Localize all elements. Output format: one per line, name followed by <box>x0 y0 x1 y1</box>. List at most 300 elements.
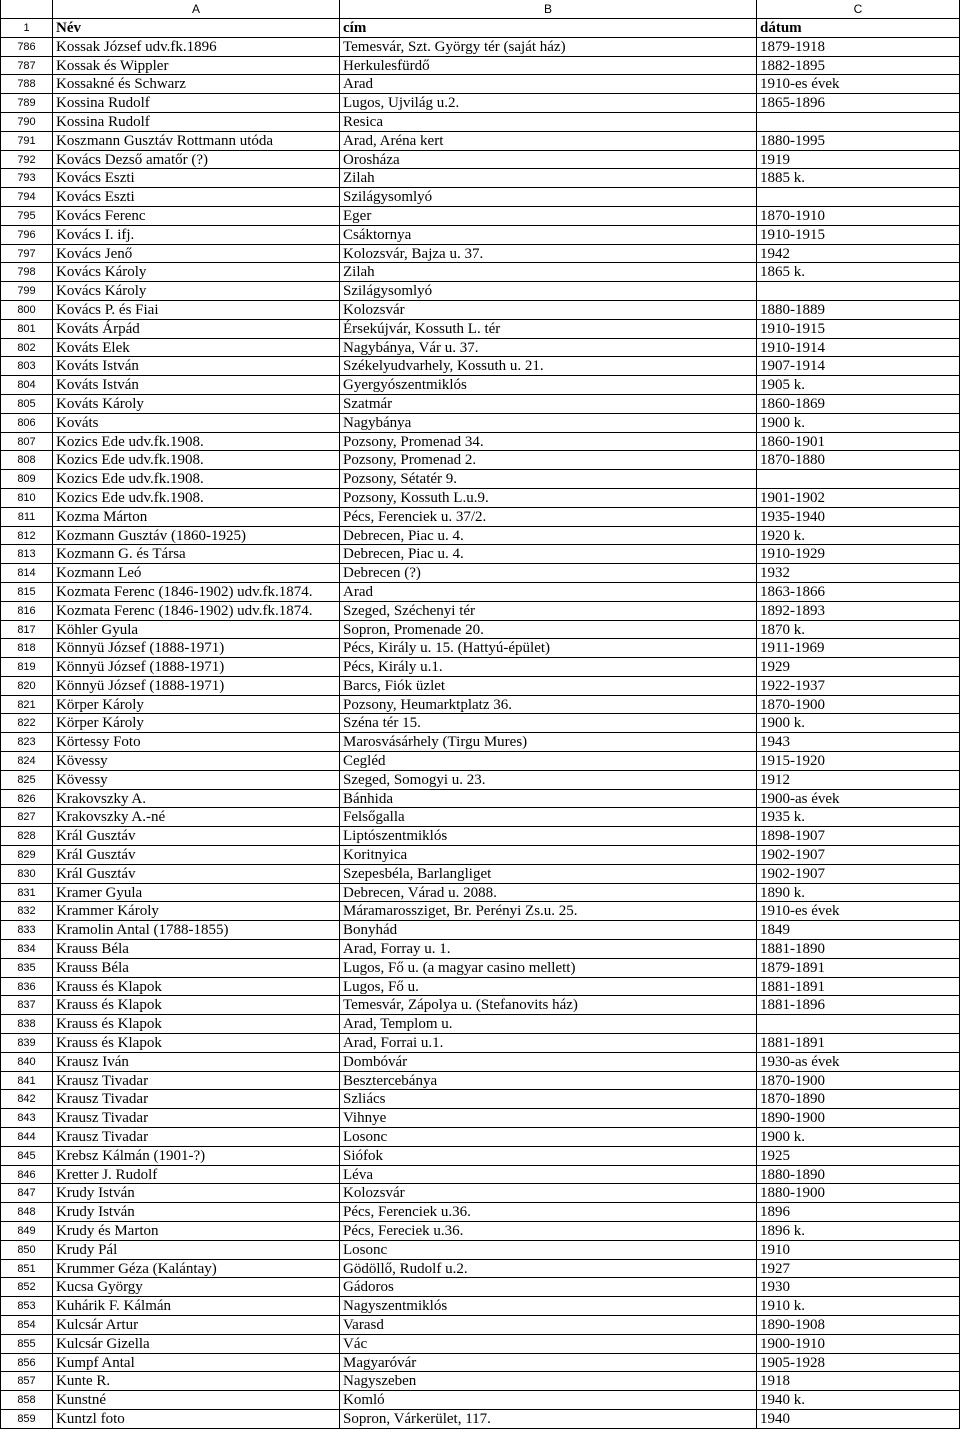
cell-cim[interactable]: Arad, Forrai u.1. <box>340 1034 757 1053</box>
cell-cim[interactable]: Siófok <box>340 1147 757 1166</box>
cell-datum[interactable]: 1918 <box>757 1372 960 1391</box>
row-number-header[interactable]: 795 <box>0 207 53 226</box>
cell-cim[interactable]: Felsőgalla <box>340 808 757 827</box>
cell-datum[interactable]: 1870-1890 <box>757 1090 960 1109</box>
cell-cim[interactable]: Nagyszentmiklós <box>340 1297 757 1316</box>
cell-cim[interactable]: Pécs, Ferenciek u. 37/2. <box>340 508 757 527</box>
row-number-header[interactable]: 855 <box>0 1335 53 1354</box>
cell-cim[interactable]: Kolozsvár <box>340 1184 757 1203</box>
cell-cim[interactable]: Debrecen, Várad u. 2088. <box>340 884 757 903</box>
cell-datum[interactable]: 1849 <box>757 921 960 940</box>
cell-datum[interactable]: 1911-1969 <box>757 639 960 658</box>
cell-cim[interactable]: Nagybánya, Vár u. 37. <box>340 339 757 358</box>
cell-cim[interactable]: Pozsony, Heumarktplatz 36. <box>340 696 757 715</box>
cell-cim[interactable]: Zilah <box>340 169 757 188</box>
cell-nev[interactable]: Kovács Eszti <box>53 169 340 188</box>
cell-cim[interactable]: Arad, Aréna kert <box>340 132 757 151</box>
cell-nev[interactable]: Kozics Ede udv.fk.1908. <box>53 433 340 452</box>
row-number-header[interactable]: 837 <box>0 996 53 1015</box>
row-number-header[interactable]: 848 <box>0 1203 53 1222</box>
cell-datum[interactable]: 1905-1928 <box>757 1354 960 1373</box>
cell-nev[interactable]: Krausz Tivadar <box>53 1109 340 1128</box>
cell-nev[interactable]: Koszmann Gusztáv Rottmann utóda <box>53 132 340 151</box>
cell-nev[interactable]: Král Gusztáv <box>53 827 340 846</box>
cell-datum[interactable]: 1902-1907 <box>757 865 960 884</box>
cell-nev[interactable]: Kovács P. és Fiai <box>53 301 340 320</box>
cell-datum[interactable]: 1900 k. <box>757 414 960 433</box>
cell-datum[interactable]: 1932 <box>757 564 960 583</box>
cell-cim[interactable]: Pozsony, Promenad 34. <box>340 433 757 452</box>
cell-datum[interactable]: 1910-1929 <box>757 545 960 564</box>
cell-nev[interactable]: Kuhárik F. Kálmán <box>53 1297 340 1316</box>
cell-cim[interactable]: Érsekújvár, Kossuth L. tér <box>340 320 757 339</box>
cell-datum[interactable]: 1910-es évek <box>757 75 960 94</box>
cell-datum[interactable]: 1870-1900 <box>757 696 960 715</box>
cell-nev[interactable]: Kramer Gyula <box>53 884 340 903</box>
cell-cim[interactable]: Lugos, Fő u. <box>340 978 757 997</box>
cell-nev[interactable]: Kovács Dezső amatőr (?) <box>53 151 340 170</box>
row-number-header[interactable]: 824 <box>0 752 53 771</box>
cell-datum[interactable]: 1910-1914 <box>757 339 960 358</box>
cell-cim[interactable]: Vác <box>340 1335 757 1354</box>
cell-datum[interactable]: 1919 <box>757 151 960 170</box>
row-number-header[interactable]: 851 <box>0 1260 53 1279</box>
cell-nev[interactable]: Körper Károly <box>53 714 340 733</box>
cell-datum[interactable]: 1863-1866 <box>757 583 960 602</box>
cell-datum[interactable]: 1915-1920 <box>757 752 960 771</box>
row-number-header[interactable]: 847 <box>0 1184 53 1203</box>
cell-datum[interactable] <box>757 470 960 489</box>
cell-datum[interactable]: 1870-1910 <box>757 207 960 226</box>
row-number-header[interactable]: 796 <box>0 226 53 245</box>
row-number-header[interactable]: 791 <box>0 132 53 151</box>
row-number-header[interactable]: 810 <box>0 489 53 508</box>
cell-cim[interactable]: Liptószentmiklós <box>340 827 757 846</box>
row-number-header[interactable]: 809 <box>0 470 53 489</box>
cell-cim[interactable]: Debrecen, Piac u. 4. <box>340 527 757 546</box>
cell-cim[interactable]: Nagyszeben <box>340 1372 757 1391</box>
cell-cim[interactable]: Széna tér 15. <box>340 714 757 733</box>
row-number-header[interactable]: 799 <box>0 282 53 301</box>
cell-nev[interactable]: Kossina Rudolf <box>53 113 340 132</box>
row-number-header[interactable]: 840 <box>0 1053 53 1072</box>
cell-datum[interactable]: 1865-1896 <box>757 94 960 113</box>
cell-cim[interactable]: Arad <box>340 75 757 94</box>
header-cell-datum[interactable]: dátum <box>757 19 960 38</box>
row-number-header[interactable]: 1 <box>0 19 53 38</box>
cell-datum[interactable]: 1860-1901 <box>757 433 960 452</box>
cell-nev[interactable]: Kövessy <box>53 752 340 771</box>
cell-cim[interactable]: Szeged, Széchenyi tér <box>340 602 757 621</box>
cell-datum[interactable]: 1879-1918 <box>757 38 960 57</box>
cell-nev[interactable]: Kozics Ede udv.fk.1908. <box>53 489 340 508</box>
cell-nev[interactable]: Kramolin Antal (1788-1855) <box>53 921 340 940</box>
cell-nev[interactable]: Kretter J. Rudolf <box>53 1166 340 1185</box>
cell-datum[interactable]: 1885 k. <box>757 169 960 188</box>
cell-datum[interactable] <box>757 282 960 301</box>
cell-datum[interactable]: 1879-1891 <box>757 959 960 978</box>
cell-cim[interactable]: Szilágysomlyó <box>340 282 757 301</box>
cell-nev[interactable]: Kovács I. ifj. <box>53 226 340 245</box>
cell-datum[interactable]: 1900 k. <box>757 1128 960 1147</box>
cell-cim[interactable]: Temesvár, Zápolya u. (Stefanovits ház) <box>340 996 757 1015</box>
cell-datum[interactable]: 1940 k. <box>757 1391 960 1410</box>
cell-cim[interactable]: Debrecen, Piac u. 4. <box>340 545 757 564</box>
cell-datum[interactable]: 1910 <box>757 1241 960 1260</box>
cell-datum[interactable]: 1900-1910 <box>757 1335 960 1354</box>
cell-datum[interactable]: 1880-1890 <box>757 1166 960 1185</box>
cell-nev[interactable]: Kováts <box>53 414 340 433</box>
cell-nev[interactable]: Krauss és Klapok <box>53 996 340 1015</box>
cell-cim[interactable]: Arad, Templom u. <box>340 1015 757 1034</box>
row-number-header[interactable]: 846 <box>0 1166 53 1185</box>
cell-nev[interactable]: Kozma Márton <box>53 508 340 527</box>
cell-nev[interactable]: Krausz Tivadar <box>53 1090 340 1109</box>
cell-cim[interactable]: Pozsony, Promenad 2. <box>340 451 757 470</box>
cell-nev[interactable]: Kováts Károly <box>53 395 340 414</box>
column-header-a[interactable]: A <box>53 0 340 19</box>
cell-cim[interactable]: Sopron, Várkerület, 117. <box>340 1410 757 1429</box>
row-number-header[interactable]: 844 <box>0 1128 53 1147</box>
row-number-header[interactable]: 836 <box>0 978 53 997</box>
cell-nev[interactable]: Krauss Béla <box>53 959 340 978</box>
row-number-header[interactable]: 804 <box>0 376 53 395</box>
cell-datum[interactable]: 1900 k. <box>757 714 960 733</box>
cell-datum[interactable] <box>757 188 960 207</box>
row-number-header[interactable]: 834 <box>0 940 53 959</box>
cell-cim[interactable]: Pozsony, Sétatér 9. <box>340 470 757 489</box>
cell-nev[interactable]: Köhler Gyula <box>53 621 340 640</box>
cell-cim[interactable]: Magyaróvár <box>340 1354 757 1373</box>
cell-datum[interactable]: 1910-1915 <box>757 226 960 245</box>
cell-nev[interactable]: Körper Károly <box>53 696 340 715</box>
row-number-header[interactable]: 800 <box>0 301 53 320</box>
cell-datum[interactable]: 1935-1940 <box>757 508 960 527</box>
cell-cim[interactable]: Szepesbéla, Barlangliget <box>340 865 757 884</box>
cell-nev[interactable]: Krudy Pál <box>53 1241 340 1260</box>
cell-nev[interactable]: Krebsz Kálmán (1901-?) <box>53 1147 340 1166</box>
row-number-header[interactable]: 823 <box>0 733 53 752</box>
cell-datum[interactable]: 1882-1895 <box>757 57 960 76</box>
cell-cim[interactable]: Gádoros <box>340 1278 757 1297</box>
cell-cim[interactable]: Léva <box>340 1166 757 1185</box>
row-number-header[interactable]: 806 <box>0 414 53 433</box>
cell-nev[interactable]: Könnyü József (1888-1971) <box>53 639 340 658</box>
cell-cim[interactable]: Szeged, Somogyi u. 23. <box>340 771 757 790</box>
column-header-c[interactable]: C <box>757 0 960 19</box>
cell-cim[interactable]: Pécs, Király u.1. <box>340 658 757 677</box>
cell-nev[interactable]: Krudy István <box>53 1203 340 1222</box>
cell-nev[interactable]: Könnyü József (1888-1971) <box>53 658 340 677</box>
cell-cim[interactable]: Pécs, Király u. 15. (Hattyú-épület) <box>340 639 757 658</box>
row-number-header[interactable]: 816 <box>0 602 53 621</box>
cell-nev[interactable]: Krausz Iván <box>53 1053 340 1072</box>
row-number-header[interactable]: 822 <box>0 714 53 733</box>
cell-nev[interactable]: Kossakné és Schwarz <box>53 75 340 94</box>
cell-cim[interactable]: Sopron, Promenade 20. <box>340 621 757 640</box>
cell-cim[interactable]: Gödöllő, Rudolf u.2. <box>340 1260 757 1279</box>
cell-nev[interactable]: Kozmann G. és Társa <box>53 545 340 564</box>
row-number-header[interactable]: 802 <box>0 339 53 358</box>
cell-nev[interactable]: Kovács Jenő <box>53 245 340 264</box>
cell-cim[interactable]: Kolozsvár <box>340 301 757 320</box>
cell-datum[interactable]: 1900-as évek <box>757 790 960 809</box>
row-number-header[interactable]: 839 <box>0 1034 53 1053</box>
cell-datum[interactable]: 1902-1907 <box>757 846 960 865</box>
cell-nev[interactable]: Kovács Ferenc <box>53 207 340 226</box>
cell-cim[interactable]: Nagybánya <box>340 414 757 433</box>
cell-datum[interactable]: 1940 <box>757 1410 960 1429</box>
cell-cim[interactable]: Varasd <box>340 1316 757 1335</box>
row-number-header[interactable]: 833 <box>0 921 53 940</box>
cell-nev[interactable]: Kozmann Gusztáv (1860-1925) <box>53 527 340 546</box>
cell-nev[interactable]: Krauss Béla <box>53 940 340 959</box>
row-number-header[interactable]: 808 <box>0 451 53 470</box>
cell-cim[interactable]: Lugos, Ujvilág u.2. <box>340 94 757 113</box>
cell-cim[interactable]: Temesvár, Szt. György tér (saját ház) <box>340 38 757 57</box>
row-number-header[interactable]: 814 <box>0 564 53 583</box>
row-number-header[interactable]: 835 <box>0 959 53 978</box>
cell-nev[interactable]: Kovács Károly <box>53 263 340 282</box>
row-number-header[interactable]: 789 <box>0 94 53 113</box>
row-number-header[interactable]: 792 <box>0 151 53 170</box>
cell-cim[interactable]: Lugos, Fő u. (a magyar casino mellett) <box>340 959 757 978</box>
cell-datum[interactable]: 1880-1995 <box>757 132 960 151</box>
cell-cim[interactable]: Zilah <box>340 263 757 282</box>
cell-nev[interactable]: Krammer Károly <box>53 902 340 921</box>
cell-nev[interactable]: Kulcsár Gizella <box>53 1335 340 1354</box>
row-number-header[interactable]: 853 <box>0 1297 53 1316</box>
row-number-header[interactable]: 797 <box>0 245 53 264</box>
cell-nev[interactable]: Krauss és Klapok <box>53 1034 340 1053</box>
cell-nev[interactable]: Krudy István <box>53 1184 340 1203</box>
cell-datum[interactable]: 1912 <box>757 771 960 790</box>
cell-nev[interactable]: Kulcsár Artur <box>53 1316 340 1335</box>
cell-cim[interactable]: Koritnyica <box>340 846 757 865</box>
row-number-header[interactable]: 786 <box>0 38 53 57</box>
row-number-header[interactable]: 819 <box>0 658 53 677</box>
row-number-header[interactable]: 811 <box>0 508 53 527</box>
row-number-header[interactable]: 798 <box>0 263 53 282</box>
row-number-header[interactable]: 821 <box>0 696 53 715</box>
row-number-header[interactable]: 828 <box>0 827 53 846</box>
cell-datum[interactable]: 1942 <box>757 245 960 264</box>
cell-cim[interactable]: Szilágysomlyó <box>340 188 757 207</box>
row-number-header[interactable]: 788 <box>0 75 53 94</box>
cell-nev[interactable]: Krakovszky A. <box>53 790 340 809</box>
cell-cim[interactable]: Debrecen (?) <box>340 564 757 583</box>
cell-datum[interactable]: 1910 k. <box>757 1297 960 1316</box>
cell-datum[interactable]: 1910-1915 <box>757 320 960 339</box>
cell-cim[interactable]: Dombóvár <box>340 1053 757 1072</box>
cell-datum[interactable]: 1930-as évek <box>757 1053 960 1072</box>
row-number-header[interactable]: 859 <box>0 1410 53 1429</box>
cell-datum[interactable]: 1922-1937 <box>757 677 960 696</box>
cell-nev[interactable]: Kumpf Antal <box>53 1354 340 1373</box>
row-number-header[interactable]: 857 <box>0 1372 53 1391</box>
cell-nev[interactable]: Kozmata Ferenc (1846-1902) udv.fk.1874. <box>53 602 340 621</box>
cell-cim[interactable]: Szatmár <box>340 395 757 414</box>
cell-datum[interactable]: 1896 k. <box>757 1222 960 1241</box>
cell-datum[interactable]: 1905 k. <box>757 376 960 395</box>
row-number-header[interactable]: 793 <box>0 169 53 188</box>
row-number-header[interactable]: 815 <box>0 583 53 602</box>
row-number-header[interactable]: 812 <box>0 527 53 546</box>
row-number-header[interactable]: 820 <box>0 677 53 696</box>
cell-cim[interactable]: Herkulesfürdő <box>340 57 757 76</box>
cell-datum[interactable]: 1943 <box>757 733 960 752</box>
cell-datum[interactable]: 1880-1900 <box>757 1184 960 1203</box>
cell-nev[interactable]: Kováts István <box>53 376 340 395</box>
cell-nev[interactable]: Krakovszky A.-né <box>53 808 340 827</box>
cell-cim[interactable]: Losonc <box>340 1241 757 1260</box>
cell-nev[interactable]: Kovács Károly <box>53 282 340 301</box>
row-number-header[interactable]: 856 <box>0 1354 53 1373</box>
row-number-header[interactable]: 818 <box>0 639 53 658</box>
cell-datum[interactable]: 1920 k. <box>757 527 960 546</box>
cell-datum[interactable]: 1881-1896 <box>757 996 960 1015</box>
column-header-b[interactable]: B <box>340 0 757 19</box>
cell-nev[interactable]: Kozics Ede udv.fk.1908. <box>53 451 340 470</box>
row-number-header[interactable]: 843 <box>0 1109 53 1128</box>
cell-nev[interactable]: Krudy és Marton <box>53 1222 340 1241</box>
cell-cim[interactable]: Gyergyószentmiklós <box>340 376 757 395</box>
cell-nev[interactable]: Kováts István <box>53 357 340 376</box>
row-number-header[interactable]: 813 <box>0 545 53 564</box>
cell-datum[interactable]: 1860-1869 <box>757 395 960 414</box>
cell-datum[interactable]: 1935 k. <box>757 808 960 827</box>
cell-cim[interactable]: Kolozsvár, Bajza u. 37. <box>340 245 757 264</box>
cell-cim[interactable]: Pécs, Ferenciek u.36. <box>340 1203 757 1222</box>
cell-nev[interactable]: Krausz Tivadar <box>53 1128 340 1147</box>
row-number-header[interactable]: 803 <box>0 357 53 376</box>
cell-cim[interactable]: Csáktornya <box>340 226 757 245</box>
cell-nev[interactable]: Krummer Géza (Kalántay) <box>53 1260 340 1279</box>
cell-datum[interactable]: 1890-1908 <box>757 1316 960 1335</box>
cell-datum[interactable]: 1881-1890 <box>757 940 960 959</box>
cell-datum[interactable] <box>757 113 960 132</box>
row-number-header[interactable]: 854 <box>0 1316 53 1335</box>
cell-cim[interactable]: Losonc <box>340 1128 757 1147</box>
cell-nev[interactable]: Krauss és Klapok <box>53 1015 340 1034</box>
cell-cim[interactable]: Pozsony, Kossuth L.u.9. <box>340 489 757 508</box>
cell-cim[interactable]: Marosvásárhely (Tirgu Mures) <box>340 733 757 752</box>
row-number-header[interactable]: 827 <box>0 808 53 827</box>
cell-cim[interactable]: Vihnye <box>340 1109 757 1128</box>
cell-nev[interactable]: Král Gusztáv <box>53 865 340 884</box>
cell-cim[interactable]: Arad, Forray u. 1. <box>340 940 757 959</box>
cell-nev[interactable]: Könnyü József (1888-1971) <box>53 677 340 696</box>
cell-nev[interactable]: Kunte R. <box>53 1372 340 1391</box>
row-number-header[interactable]: 787 <box>0 57 53 76</box>
cell-cim[interactable]: Arad <box>340 583 757 602</box>
cell-nev[interactable]: Krauss és Klapok <box>53 978 340 997</box>
row-number-header[interactable]: 850 <box>0 1241 53 1260</box>
cell-datum[interactable]: 1910-es évek <box>757 902 960 921</box>
cell-cim[interactable]: Barcs, Fiók üzlet <box>340 677 757 696</box>
select-all-corner[interactable] <box>0 0 53 19</box>
cell-cim[interactable]: Cegléd <box>340 752 757 771</box>
cell-cim[interactable]: Orosháza <box>340 151 757 170</box>
row-number-header[interactable]: 805 <box>0 395 53 414</box>
cell-datum[interactable]: 1865 k. <box>757 263 960 282</box>
cell-datum[interactable]: 1901-1902 <box>757 489 960 508</box>
row-number-header[interactable]: 838 <box>0 1015 53 1034</box>
row-number-header[interactable]: 826 <box>0 790 53 809</box>
row-number-header[interactable]: 849 <box>0 1222 53 1241</box>
cell-datum[interactable]: 1881-1891 <box>757 1034 960 1053</box>
cell-nev[interactable]: Kozmata Ferenc (1846-1902) udv.fk.1874. <box>53 583 340 602</box>
cell-datum[interactable]: 1890-1900 <box>757 1109 960 1128</box>
cell-datum[interactable] <box>757 1015 960 1034</box>
row-number-header[interactable]: 845 <box>0 1147 53 1166</box>
header-cell-cim[interactable]: cím <box>340 19 757 38</box>
row-number-header[interactable]: 794 <box>0 188 53 207</box>
cell-nev[interactable]: Kövessy <box>53 771 340 790</box>
cell-datum[interactable]: 1870 k. <box>757 621 960 640</box>
row-number-header[interactable]: 831 <box>0 884 53 903</box>
cell-cim[interactable]: Pécs, Fereciek u.36. <box>340 1222 757 1241</box>
cell-datum[interactable]: 1929 <box>757 658 960 677</box>
row-number-header[interactable]: 790 <box>0 113 53 132</box>
cell-nev[interactable]: Kucsa György <box>53 1278 340 1297</box>
cell-datum[interactable]: 1892-1893 <box>757 602 960 621</box>
row-number-header[interactable]: 829 <box>0 846 53 865</box>
header-cell-nev[interactable]: Név <box>53 19 340 38</box>
cell-datum[interactable]: 1870-1880 <box>757 451 960 470</box>
row-number-header[interactable]: 842 <box>0 1090 53 1109</box>
cell-cim[interactable]: Bonyhád <box>340 921 757 940</box>
cell-datum[interactable]: 1925 <box>757 1147 960 1166</box>
cell-datum[interactable]: 1930 <box>757 1278 960 1297</box>
cell-nev[interactable]: Krausz Tivadar <box>53 1072 340 1091</box>
cell-cim[interactable]: Komló <box>340 1391 757 1410</box>
row-number-header[interactable]: 807 <box>0 433 53 452</box>
cell-cim[interactable]: Székelyudvarhely, Kossuth u. 21. <box>340 357 757 376</box>
row-number-header[interactable]: 858 <box>0 1391 53 1410</box>
row-number-header[interactable]: 830 <box>0 865 53 884</box>
cell-datum[interactable]: 1898-1907 <box>757 827 960 846</box>
cell-nev[interactable]: Kossina Rudolf <box>53 94 340 113</box>
cell-nev[interactable]: Kossak József udv.fk.1896 <box>53 38 340 57</box>
row-number-header[interactable]: 801 <box>0 320 53 339</box>
cell-nev[interactable]: Kuntzl foto <box>53 1410 340 1429</box>
row-number-header[interactable]: 852 <box>0 1278 53 1297</box>
cell-cim[interactable]: Eger <box>340 207 757 226</box>
cell-datum[interactable]: 1880-1889 <box>757 301 960 320</box>
cell-datum[interactable]: 1896 <box>757 1203 960 1222</box>
cell-nev[interactable]: Kunstné <box>53 1391 340 1410</box>
cell-cim[interactable]: Máramarossziget, Br. Perényi Zs.u. 25. <box>340 902 757 921</box>
cell-cim[interactable]: Bánhida <box>340 790 757 809</box>
cell-nev[interactable]: Kossak és Wippler <box>53 57 340 76</box>
cell-datum[interactable]: 1890 k. <box>757 884 960 903</box>
cell-cim[interactable]: Besztercebánya <box>340 1072 757 1091</box>
cell-datum[interactable]: 1870-1900 <box>757 1072 960 1091</box>
row-number-header[interactable]: 817 <box>0 621 53 640</box>
cell-cim[interactable]: Resica <box>340 113 757 132</box>
cell-nev[interactable]: Král Gusztáv <box>53 846 340 865</box>
row-number-header[interactable]: 841 <box>0 1072 53 1091</box>
cell-datum[interactable]: 1907-1914 <box>757 357 960 376</box>
cell-datum[interactable]: 1927 <box>757 1260 960 1279</box>
cell-nev[interactable]: Kozmann Leó <box>53 564 340 583</box>
cell-cim[interactable]: Szliács <box>340 1090 757 1109</box>
cell-nev[interactable]: Kozics Ede udv.fk.1908. <box>53 470 340 489</box>
cell-nev[interactable]: Kováts Elek <box>53 339 340 358</box>
row-number-header[interactable]: 832 <box>0 902 53 921</box>
cell-datum[interactable]: 1881-1891 <box>757 978 960 997</box>
